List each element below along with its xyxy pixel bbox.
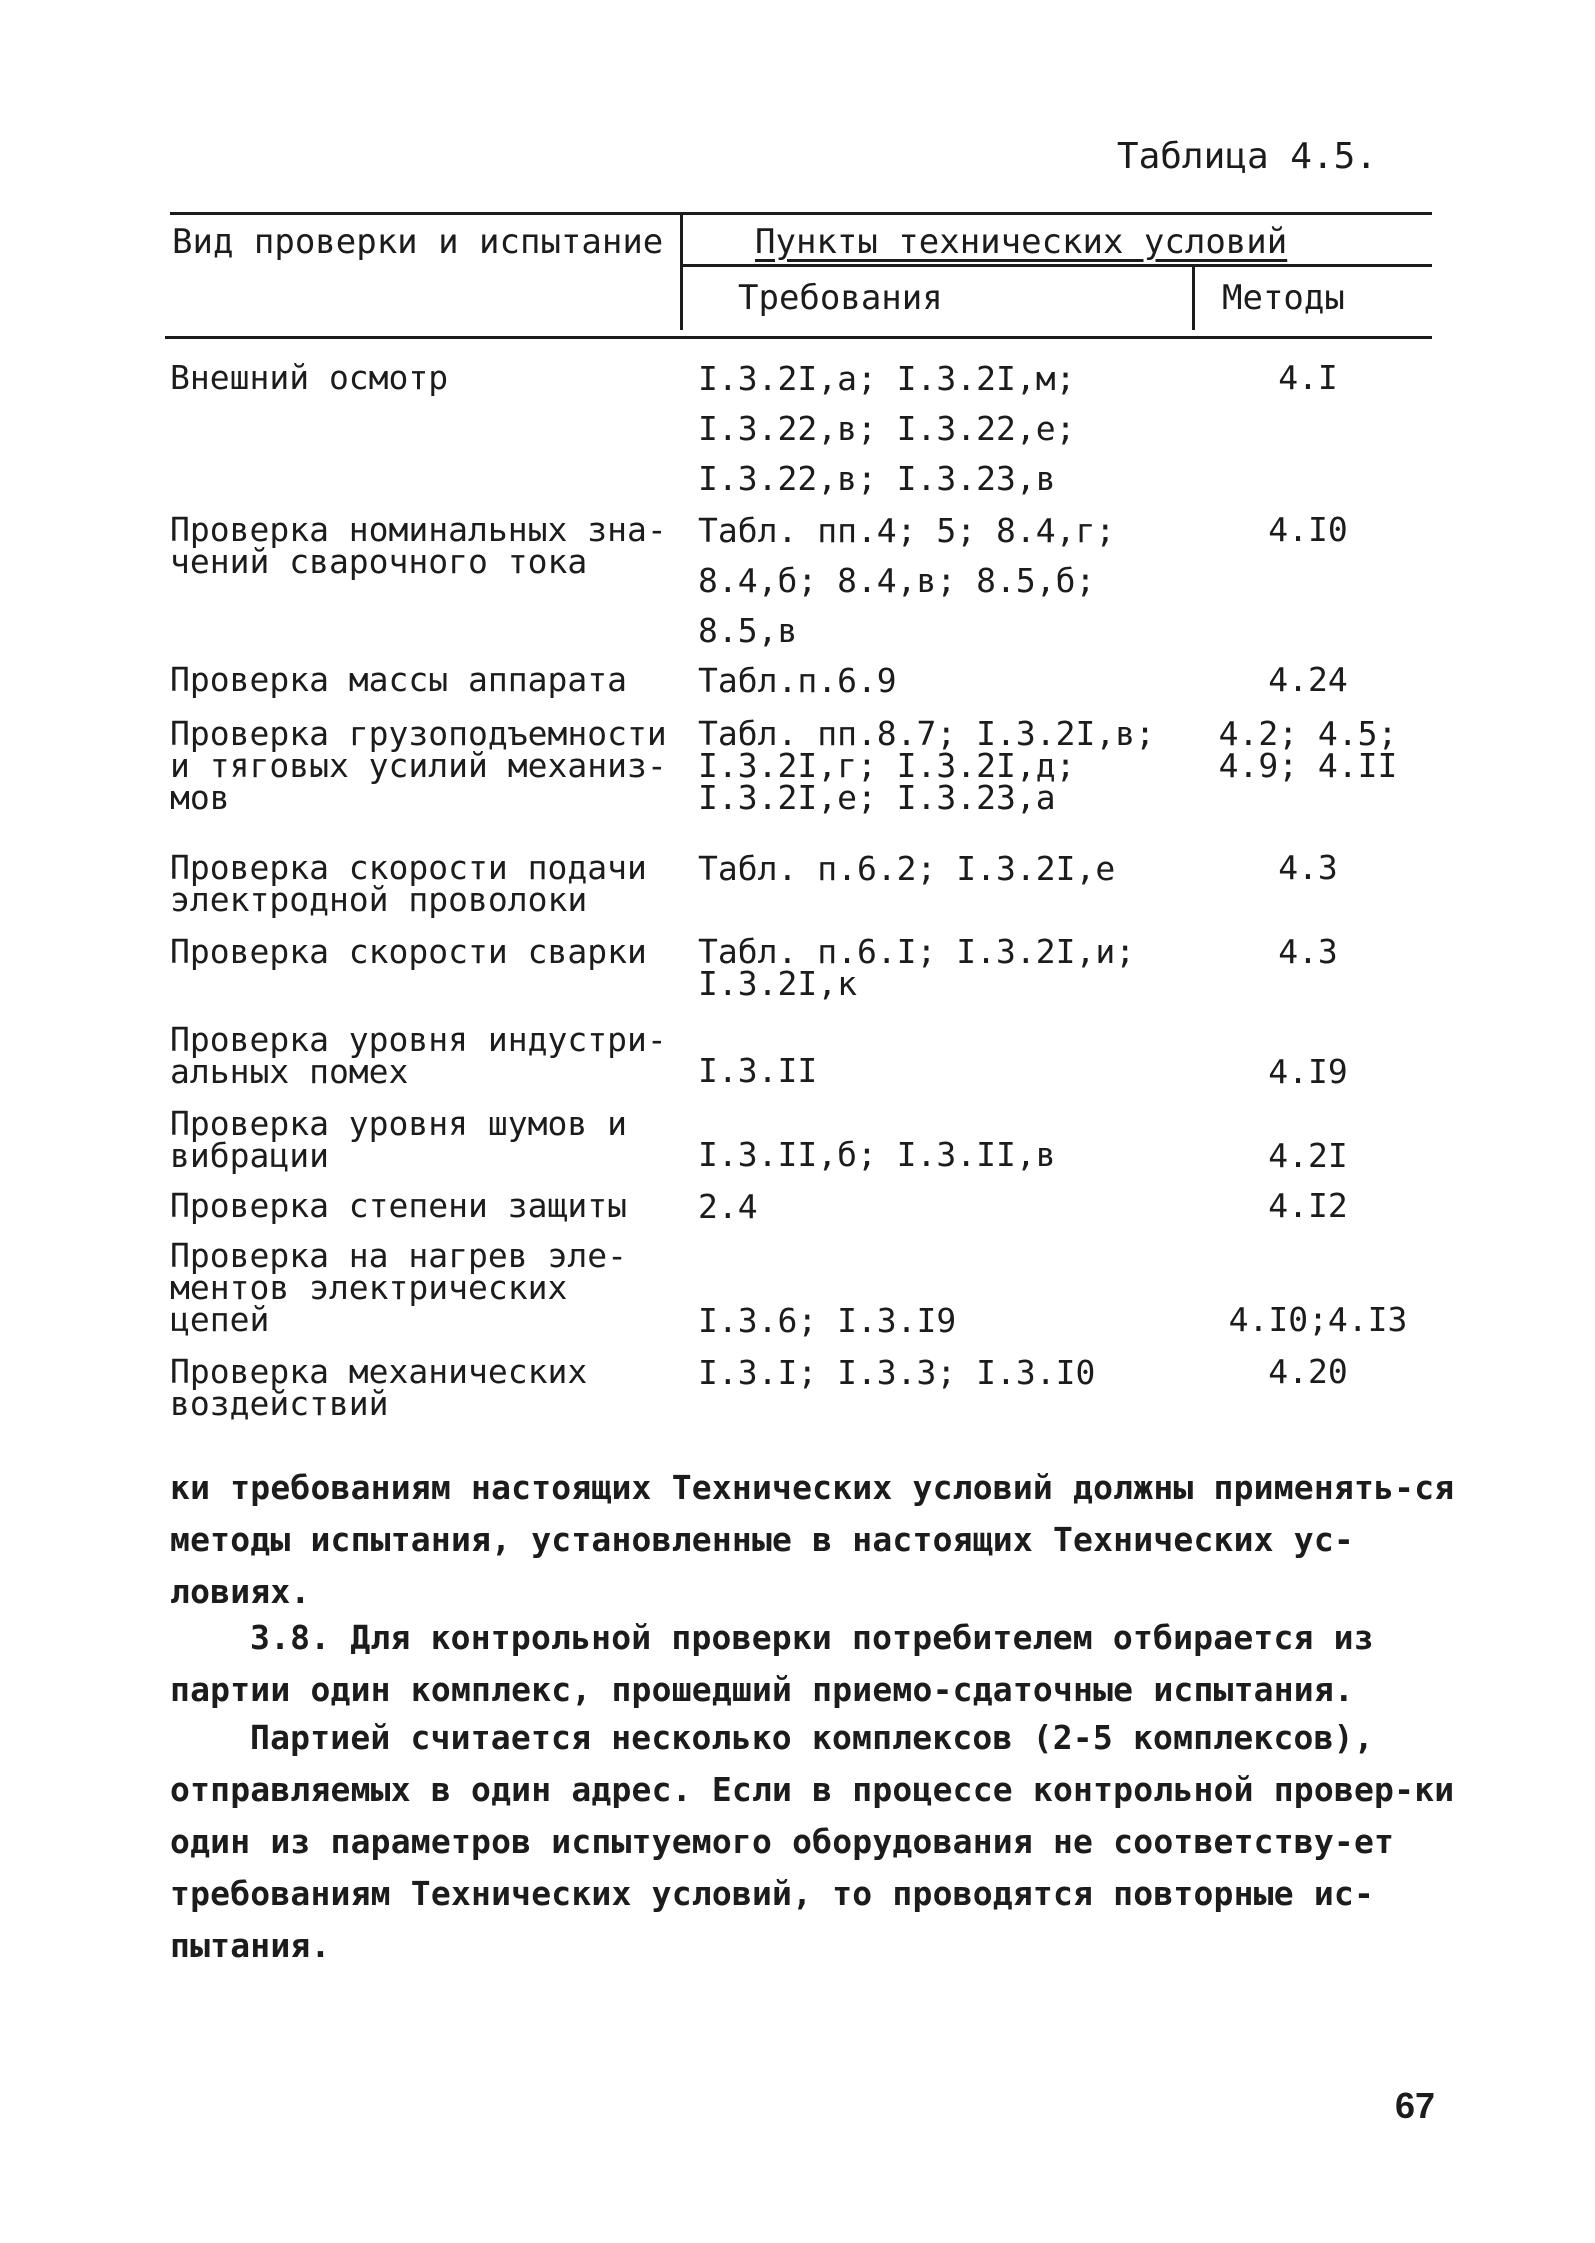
- cell-methods: 4.3: [1278, 932, 1338, 971]
- paragraph-batch: Партией считается несколько комплексов (2-5 комплексов), отправляемых в один адрес. Если в процессе контрольной провер-ки один из параметров испытуемого оборудования не соответству-ет требованиям Технических условий, то проводятся повторные ис-пытания.: [170, 1718, 1455, 1965]
- page-number: 67: [1394, 2085, 1435, 2126]
- cell-methods: 4.I0: [1268, 510, 1348, 549]
- sub-header-requirements: Требования: [738, 278, 943, 318]
- cell-check: Проверка скорости сварки: [170, 932, 647, 971]
- paragraph-3-8: 3.8. Для контрольной проверки потребителем отбирается из партии один комплекс, прошедший приемо-сдаточные испытания.: [170, 1618, 1374, 1709]
- col-header-check-type: Вид проверки и испытание: [172, 222, 664, 262]
- cell-check: Проверка степени защиты: [170, 1186, 627, 1225]
- cell-requirements: I.3.II,б; I.3.II,в: [698, 1135, 1056, 1174]
- header-sub-rule: [682, 264, 1432, 267]
- cell-methods: 4.20: [1268, 1352, 1348, 1391]
- cell-check: Проверка массы аппарата: [170, 660, 627, 699]
- sub-header-divider: [1192, 266, 1195, 330]
- cell-check: Проверка на нагрев эле- ментов электрических цепей: [170, 1236, 627, 1339]
- cell-methods: 4.I: [1278, 358, 1338, 397]
- cell-methods: 4.3: [1278, 848, 1338, 887]
- cell-check: Проверка грузоподъемности и тяговых усилий механиз- мов: [170, 714, 667, 817]
- cell-check: Проверка номинальных зна- чений сварочного тока: [170, 510, 667, 581]
- cell-requirements: I.3.2I,а; I.3.2I,м; I.3.22,в; I.3.22,е; I.3.22,в; I.3.23,в: [698, 359, 1076, 498]
- cell-methods: 4.I0;4.I3: [1228, 1300, 1408, 1339]
- cell-requirements: I.3.II: [698, 1051, 818, 1090]
- sub-header-methods: Методы: [1222, 278, 1345, 318]
- cell-check: Внешний осмотр: [170, 358, 449, 397]
- cell-check: Проверка уровня индустри- альных помех: [170, 1020, 667, 1091]
- cell-methods: 4.2; 4.5; 4.9; 4.II: [1218, 714, 1398, 785]
- cell-requirements: Табл. пп.8.7; I.3.2I,в; I.3.2I,г; I.3.2I,д; I.3.2I,е; I.3.23,а: [698, 714, 1155, 817]
- cell-requirements: Табл. п.6.I; I.3.2I,и; I.3.2I,к: [698, 932, 1136, 1003]
- header-bottom-rule: [165, 336, 1432, 339]
- cell-methods: 4.I9: [1268, 1052, 1348, 1091]
- cell-requirements: Табл. п.6.2; I.3.2I,е: [698, 849, 1116, 888]
- cell-check: Проверка скорости подачи электродной проволоки: [170, 848, 647, 919]
- cell-check: Проверка уровня шумов и вибрации: [170, 1104, 627, 1175]
- cell-requirements: I.3.I; I.3.3; I.3.I0: [698, 1353, 1096, 1392]
- cell-methods: 4.I2: [1268, 1186, 1348, 1225]
- cell-check: Проверка механических воздействий: [170, 1352, 588, 1423]
- cell-requirements: 2.4: [698, 1187, 758, 1226]
- cell-requirements: I.3.6; I.3.I9: [698, 1301, 957, 1340]
- cell-requirements: Табл. пп.4; 5; 8.4,г; 8.4,б; 8.4,в; 8.5,б; 8.5,в: [698, 511, 1116, 650]
- col-header-spec-items: Пункты технических условий: [755, 222, 1288, 262]
- cell-requirements: Табл.п.6.9: [698, 661, 897, 700]
- table-top-rule: [170, 212, 1432, 215]
- cell-methods: 4.2I: [1268, 1136, 1348, 1175]
- cell-methods: 4.24: [1268, 660, 1348, 699]
- table-caption: Таблица 4.5.: [1116, 136, 1377, 177]
- paragraph-continuation: ки требованиям настоящих Технических условий должны применять-ся методы испытания, установленные в настоящих Технических ус-ловиях.: [170, 1468, 1455, 1611]
- header-divider-vertical: [680, 214, 683, 330]
